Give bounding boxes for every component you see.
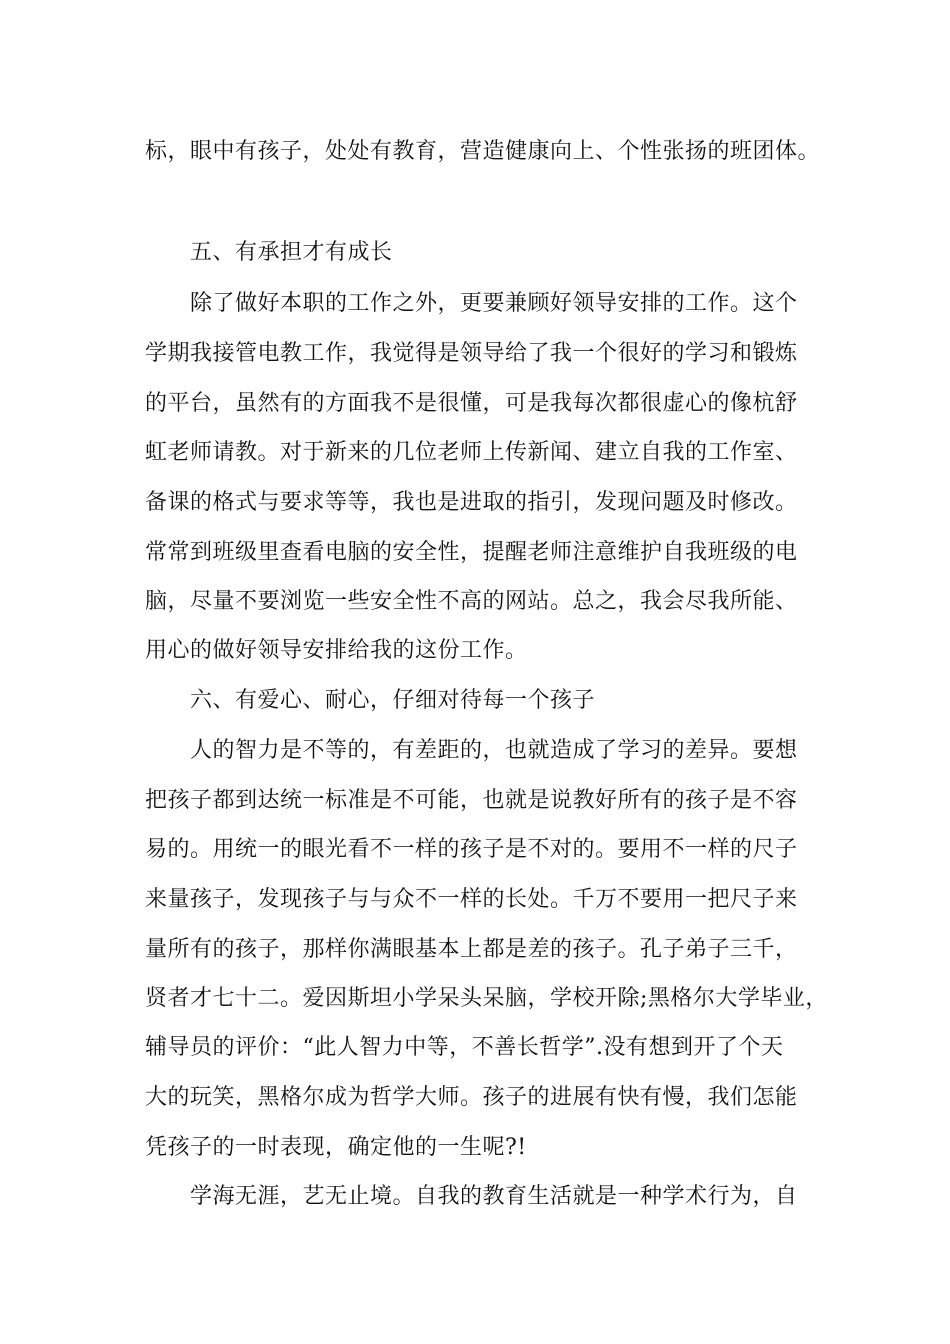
text-line: 辅导员的评价：“此人智力中等，不善长哲学”.没有想到开了个天 [145,1035,784,1060]
text-line: 的平台，虽然有的方面我不是很懂，可是我每次都很虚心的像杭舒 [145,391,798,416]
text-line: 常常到班级里查看电脑的安全性，提醒老师注意维护自我班级的电 [145,540,798,565]
text-line: 备课的格式与要求等等，我也是进取的指引，发现问题及时修改。 [145,490,798,515]
text-line: 学期我接管电教工作，我觉得是领导给了我一个很好的学习和锻炼 [145,341,798,366]
text-line: 凭孩子的一时表现，确定他的一生呢?! [145,1135,527,1160]
text-line: 易的。用统一的眼光看不一样的孩子是不对的。要用不一样的尺子 [145,837,798,862]
text-line: 除了做好本职的工作之外，更要兼顾好领导安排的工作。这个 [190,291,798,316]
text-line: 大的玩笑，黑格尔成为哲学大师。孩子的进展有快有慢，我们怎能 [145,1085,798,1110]
text-line: 把孩子都到达统一标准是不可能，也就是说教好所有的孩子是不容 [145,788,798,813]
text-line: 标，眼中有孩子，处处有教育，营造健康向上、个性张扬的班团体。 [145,139,821,164]
text-line: 贤者才七十二。爱因斯坦小学呆头呆脑，学校开除;黑格尔大学毕业， [145,986,828,1011]
text-line: 脑，尽量不要浏览一些安全性不高的网站。总之，我会尽我所能、 [145,589,798,614]
text-line: 虹老师请教。对于新来的几位老师上传新闻、建立自我的工作室、 [145,440,798,465]
section-heading-6: 六、有爱心、耐心，仔细对待每一个孩子 [190,688,596,713]
section-heading-5: 五、有承担才有成长 [190,240,393,265]
text-line: 量所有的孩子，那样你满眼基本上都是差的孩子。孔子弟子三千， [145,937,798,962]
text-line: 用心的做好领导安排给我的这份工作。 [145,638,528,663]
text-line: 学海无涯，艺无止境。自我的教育生活就是一种学术行为，自 [190,1184,798,1209]
text-line: 人的智力是不等的，有差距的，也就造成了学习的差异。要想 [190,738,798,763]
text-line: 来量孩子，发现孩子与与众不一样的长处。千万不要用一把尺子来 [145,887,798,912]
